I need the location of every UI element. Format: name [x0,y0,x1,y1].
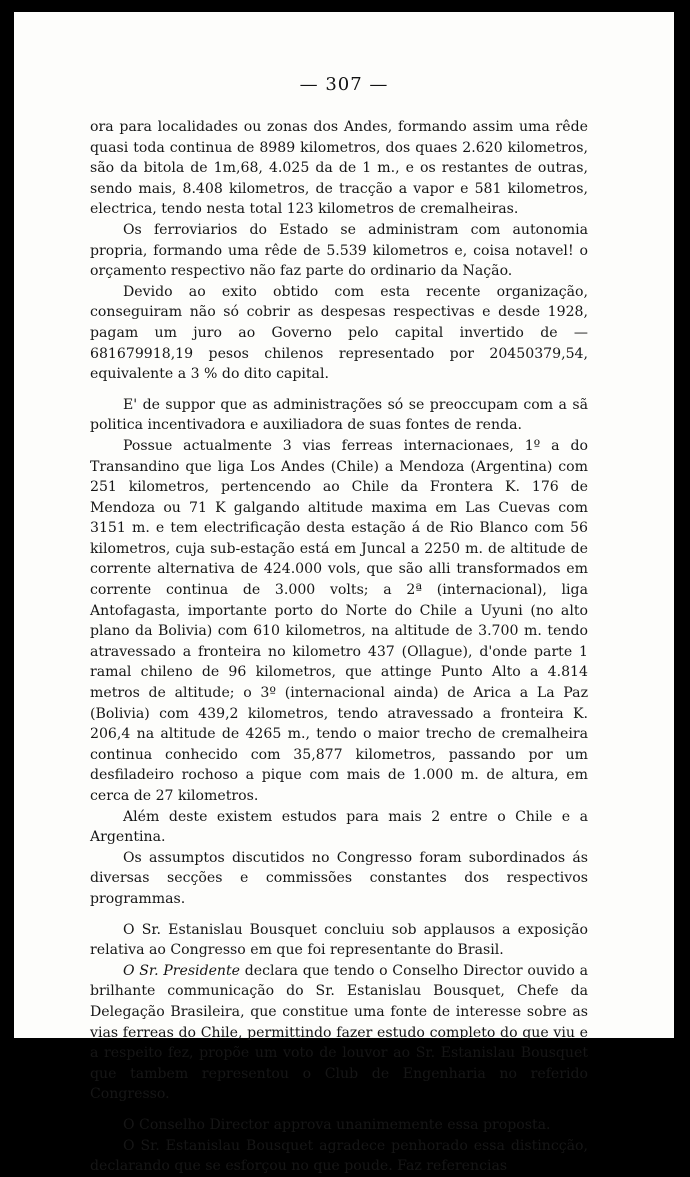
paragraph-conclusion: O Sr. Estanislau Bousquet concluiu sob applausos a exposição relativa ao Congresso em que foi representante do Brasil. [90,921,588,959]
page-number: — 307 — [299,74,389,95]
paragraph-president [90,961,588,1105]
text-body [90,117,588,1177]
paragraph-congress-subjects: Os assumptos discutidos no Congresso foram subordinados ás diversas secções e commissões constantes dos respectivos programmas. [90,849,588,907]
president-text: declara que tendo o Conselho Director ouvido a brilhante communicação do Sr. Estanislau Bousquet, Chefe da Delegação Brasileira, que constitue uma fonte de interesse sobre as vias ferreas do Chile, permittindo fazer estudo completo do que viu e a respeito fez, propõe um voto de louvor ao Sr. Estanislau Bousquet que tambem representou o Club de Engenharia no referido Congresso. [90,962,588,1103]
president-lead: O Sr. Presidente [123,962,241,979]
document-page [14,12,674,1175]
paragraph-international-lines: Possue actualmente 3 vias ferreas internacionaes, 1º a do Transandino que liga Los Andes (Chile) a Mendoza (Argentina) com 251 kilometros, pertencendo ao Chile da Frontera K. 176 de Mendoza ou 71 K galgando altitude maxima em Las Cuevas com 3151 m. e tem electrificação desta estação á de Rio Blanco com 56 kilometros, cuja sub-estação está em Juncal a 2250 m. de altitude de corrente alternativa de 424.000 vols, que são alli transformados em corrente continua de 3.000 volts; a 2ª (internacional), liga Antofagasta, importante porto do Norte do Chile a Uyuni (no alto plano da Bolivia) com 610 kilometros, na altitude de 3.700 m. tendo atravessado a fronteira no kilometro 437 (Ollague), d'onde parte 1 ramal chileno de 96 kilometros, que attinge Punto Alto a 4.814 metros de altitude; o 3º (internacional ainda) de Arica a La Paz (Bolivia) com 439,2 kilometros, tendo atravessado a fronteira K. 206,4 na altitude de 4265 m., tendo o maior trecho de cremalheira continua conhecido com 35,877 kilometros, passando por um desfiladeiro rochoso a pique com mais de 1.000 m. de altura, em cerca de 27 kilometros. [90,437,588,804]
paragraph-administrations: E' de suppor que as administrações só se preoccupam com a sã politica incentivadora e auxiliadora de suas fontes de renda. [90,396,588,434]
paragraph-approval: O Conselho Director approva unanimemente essa proposta. [123,1116,551,1133]
paragraph-railway-network: ora para localidades ou zonas dos Andes, formando assim uma rêde quasi toda continua de 8989 kilometros, dos quaes 2.620 kilometros, são da bitola de 1m,68, 4.025 da de 1 m., e os restantes de outras, sendo mais, 8.408 kilometros, de tracção a vapor e 581 kilometros, electrica, tendo nesta total 123 kilometros de cremalheiras. [90,119,588,218]
paragraph-studies: Além deste existem estudos para mais 2 entre o Chile e a Argentina. [90,808,588,846]
paragraph-thanks: O Sr. Estanislau Bousquet agradece penhorado essa distincção, declarando que se esforçou no que poude. Faz referencias [90,1137,588,1175]
paragraph-organization: Devido ao exito obtido com esta recente organização, conseguiram não só cobrir as despesas respectivas e desde 1928, pagam um juro ao Governo pelo capital invertido de — 681679918,19 pesos chilenos representado por 20450379,54, equivalente a 3 % do dito capital. [90,283,588,383]
paragraph-state-railways: Os ferroviarios do Estado se administram com autonomia propria, formando uma rêde de 5.539 kilometros e, coisa notavel! o orçamento respectivo não faz parte do ordinario da Nação. [90,221,588,280]
